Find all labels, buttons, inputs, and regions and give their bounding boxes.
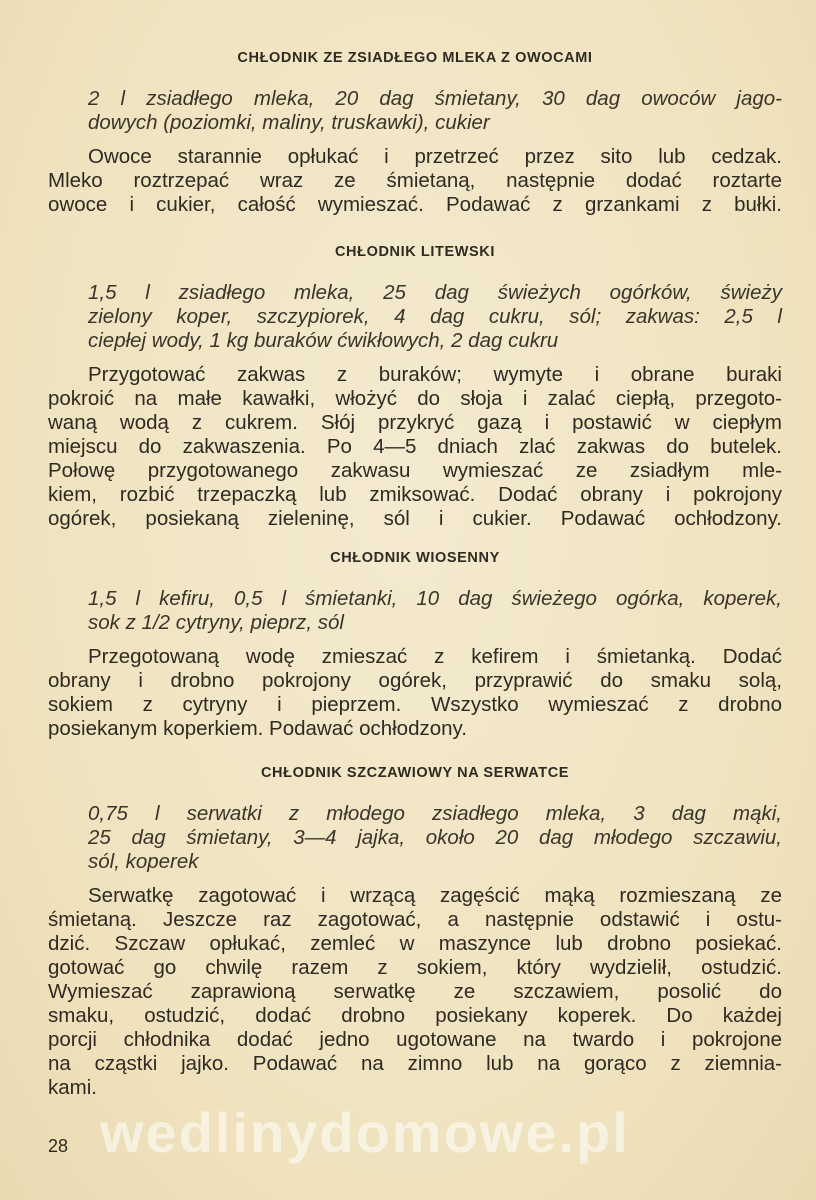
ingredients-line: sól, koperek (88, 850, 199, 873)
method-line: miejscu do zakwaszenia. Po 4—5 dniach zlać zakwas do butelek. (48, 435, 782, 458)
method-line: Przegotowaną wodę zmieszać z kefirem i śmietanką. Dodać (88, 645, 782, 668)
method-line: owoce i cukier, całość wymieszać. Podawać z grzankami z bułki. (48, 193, 782, 216)
recipe-title: CHŁODNIK ZE ZSIADŁEGO MLEKA Z OWOCAMI (237, 50, 593, 66)
ingredients-line: 1,5 l kefiru, 0,5 l śmietanki, 10 dag świeżego ogórka, koperek, (88, 587, 782, 610)
method-text (48, 145, 782, 217)
ingredients-list (48, 802, 782, 874)
page-number: 28 (48, 1136, 69, 1156)
recipe-title: CHŁODNIK WIOSENNY (330, 550, 500, 566)
recipe-title: CHŁODNIK SZCZAWIOWY NA SERWATCE (260, 765, 570, 781)
ingredients-line: 1,5 l zsiadłego mleka, 25 dag świeżych ogórków, świeży (88, 281, 782, 304)
watermark: wedlinydomowe.pl (100, 1101, 630, 1164)
method-line: porcji chłodnika dodać jedno ugotowane na twardo i pokrojone (48, 1028, 782, 1051)
method-line: sokiem z cytryny i pieprzem. Wszystko wymieszać z drobno (48, 693, 782, 716)
ingredients-line: 2 l zsiadłego mleka, 20 dag śmietany, 30 dag owoców jago- (88, 87, 782, 110)
method-line: Mleko roztrzepać wraz ze śmietaną, następnie dodać roztarte (48, 169, 782, 192)
recipe-title: CHŁODNIK LITEWSKI (334, 244, 496, 260)
recipe-section (48, 46, 782, 217)
method-text (48, 884, 782, 1100)
method-line: pokroić na małe kawałki, włożyć do słoja i zalać ciepłą, przegoto- (48, 387, 782, 410)
method-line: śmietaną. Jeszcze raz zagotować, a następnie odstawić i ostu- (48, 908, 782, 931)
method-line: kiem, rozbić trzepaczką lub zmiksować. Dodać obrany i pokrojony (48, 483, 782, 506)
method-line: waną wodą z cukrem. Słój przykryć gazą i postawić w ciepłym (48, 411, 782, 434)
method-line: gotować go chwilę razem z sokiem, który wydzielił, ostudzić. (48, 956, 782, 979)
method-line: na cząstki jajko. Podawać na zimno lub na gorąco z ziemnia- (48, 1052, 782, 1075)
ingredients-line: 25 dag śmietany, 3—4 jajka, około 20 dag młodego szczawiu, (88, 826, 782, 849)
ingredients-line: dowych (poziomki, maliny, truskawki), cukier (88, 111, 490, 134)
method-line: Serwatkę zagotować i wrzącą zagęścić mąką rozmieszaną ze (88, 884, 782, 907)
method-line: Wymieszać zaprawioną serwatkę ze szczawiem, posolić do (48, 980, 782, 1003)
ingredients-line: 0,75 l serwatki z młodego zsiadłego mleka, 3 dag mąki, (88, 802, 782, 825)
method-line: obrany i drobno pokrojony ogórek, przyprawić do smaku solą, (48, 669, 782, 692)
method-line: kami. (48, 1076, 97, 1099)
method-text (48, 645, 782, 741)
method-line: Połowę przygotowanego zakwasu wymieszać ze zsiadłym mle- (48, 459, 782, 482)
method-line: ogórek, posiekaną zieleninę, sól i cukier. Podawać ochłodzony. (48, 507, 782, 530)
recipe-section (48, 240, 782, 531)
ingredients-list (48, 87, 782, 135)
ingredients-line: sok z 1/2 cytryny, pieprz, sól (88, 611, 344, 634)
ingredients-line: ciepłej wody, 1 kg buraków ćwikłowych, 2 dag cukru (88, 329, 559, 352)
ingredients-list (48, 587, 782, 635)
ingredients-list (48, 281, 782, 353)
method-text (48, 363, 782, 531)
method-line: Owoce starannie opłukać i przetrzeć przez sito lub cedzak. (88, 145, 782, 168)
recipe-section (48, 546, 782, 741)
ingredients-line: zielony koper, szczypiorek, 4 dag cukru, sól; zakwas: 2,5 l (88, 305, 782, 328)
recipe-section (48, 761, 782, 1100)
method-line: posiekanym koperkiem. Podawać ochłodzony. (48, 717, 467, 740)
method-line: dzić. Szczaw opłukać, zemleć w maszynce lub drobno posiekać. (48, 932, 782, 955)
method-line: smaku, ostudzić, dodać drobno posiekany koperek. Do każdej (48, 1004, 782, 1027)
method-line: Przygotować zakwas z buraków; wymyte i obrane buraki (88, 363, 782, 386)
